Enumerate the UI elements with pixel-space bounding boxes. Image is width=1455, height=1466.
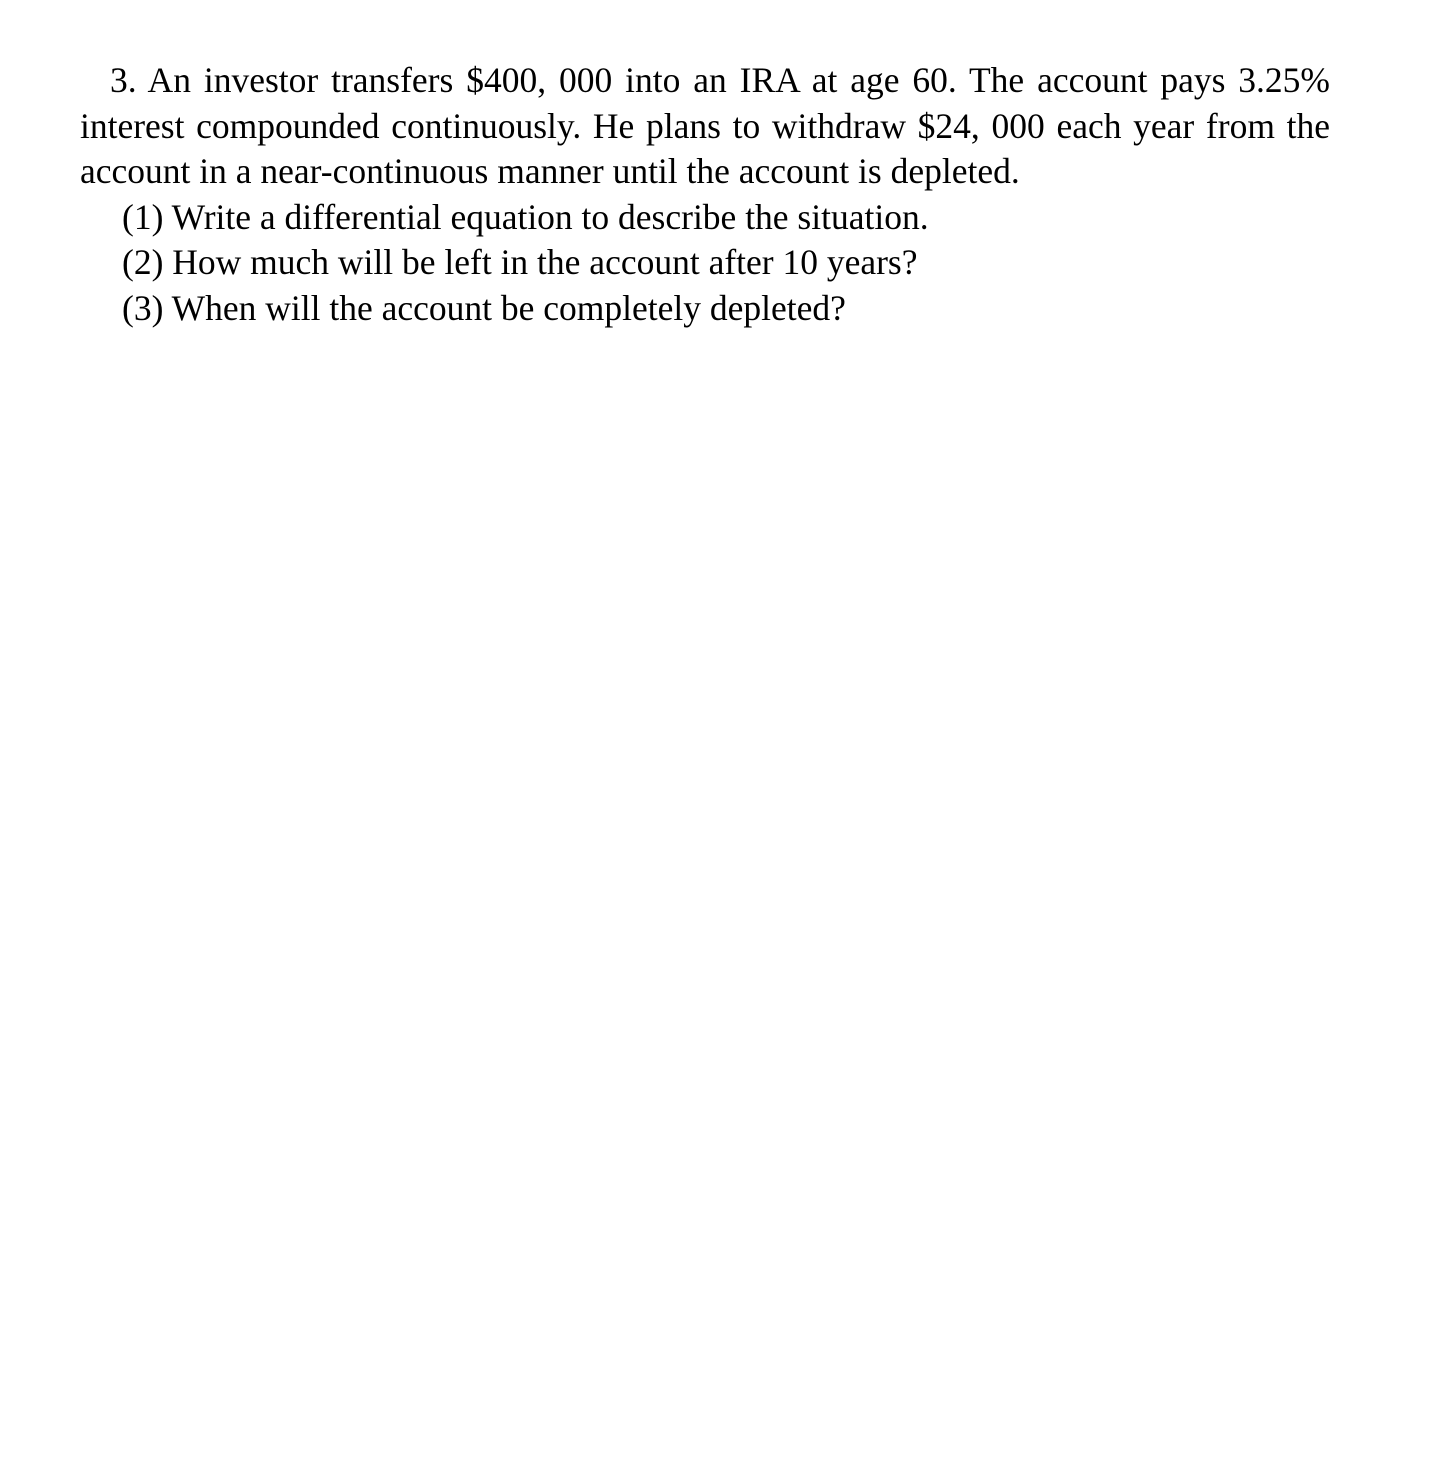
part-1: (1) Write a differential equation to describe the situation. [122,196,929,237]
part-3: (3) When will the account be completely depleted? [122,287,846,328]
problem-statement: 3. An investor transfers $400, 000 into an IRA at age 60. The account pays 3.25% interest compounded continuously. He plans to withdraw $24, 000 each year from the account in a near-continuous manner until the account is depleted. [80,60,1330,191]
problem-parts [80,195,1330,332]
part-2: (2) How much will be left in the account after 10 years? [122,242,918,282]
problem-3 [80,58,1330,331]
